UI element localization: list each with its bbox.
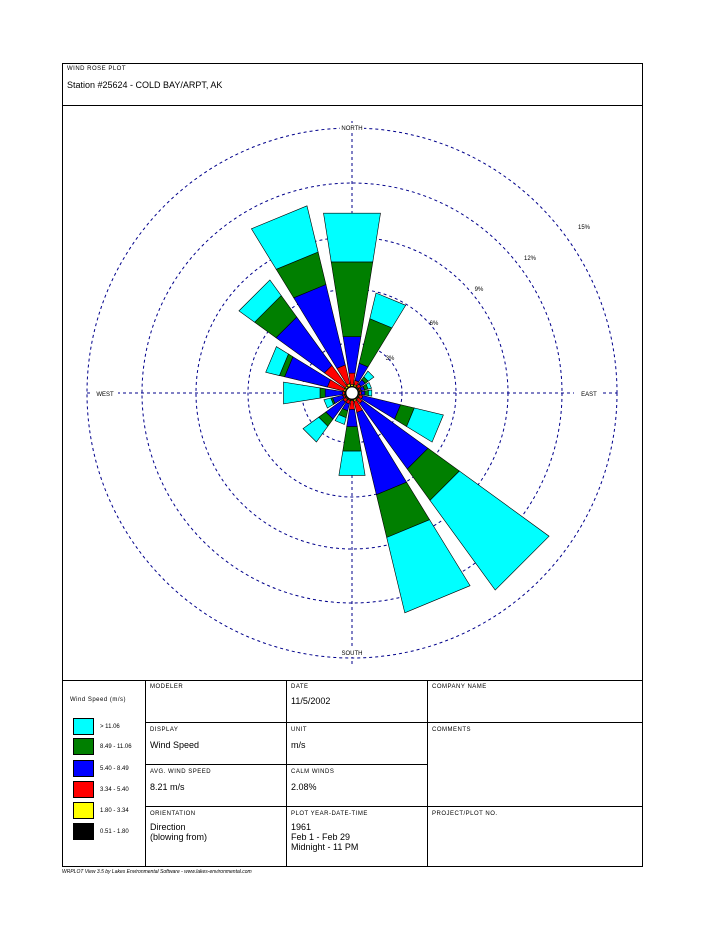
petal-W-bin-4 xyxy=(320,388,325,398)
calm-winds-label: CALM WINDS xyxy=(291,769,335,775)
date-value: 11/5/2002 xyxy=(291,696,331,706)
ring-label-6pct: 6% xyxy=(429,321,439,327)
legend-swatch xyxy=(73,823,94,840)
west-label: WEST xyxy=(96,392,114,398)
ring-label-9pct: 9% xyxy=(474,287,484,293)
legend-swatch xyxy=(73,781,94,798)
south-label: SOUTH xyxy=(341,651,363,657)
legend-swatch xyxy=(73,718,94,735)
legend-title: Wind Speed (m/s) xyxy=(70,697,127,703)
calm-circle xyxy=(346,387,358,399)
grid-line xyxy=(145,764,427,765)
petal-N-bin-5 xyxy=(324,213,381,262)
north-label: NORTH xyxy=(341,126,363,132)
legend-label: 3.34 - 5.40 xyxy=(100,787,129,793)
petal-S-bin-2 xyxy=(349,401,354,410)
legend-label: 8.49 - 11.06 xyxy=(100,744,132,750)
plot-year-value: 1961 Feb 1 - Feb 29 Midnight - 11 PM xyxy=(291,822,359,852)
legend-label: 5.40 - 8.49 xyxy=(100,766,129,772)
ring-label-3pct: 3% xyxy=(385,356,395,362)
grid-line xyxy=(427,680,428,867)
unit-value: m/s xyxy=(291,740,306,750)
date-label: DATE xyxy=(291,684,309,690)
petal-S-bin-4 xyxy=(343,427,361,451)
display-label: DISPLAY xyxy=(150,727,179,733)
east-label: EAST xyxy=(581,392,597,398)
modeler-label: MODELER xyxy=(150,684,184,690)
grid-line xyxy=(145,722,643,723)
petal-E-bin-4 xyxy=(365,390,369,395)
petal-W-bin-5 xyxy=(284,382,321,404)
project-label: PROJECT/PLOT NO. xyxy=(432,811,498,817)
comments-label: COMMENTS xyxy=(432,727,471,733)
unit-label: UNIT xyxy=(291,727,307,733)
grid-line xyxy=(286,680,287,867)
ring-label-12pct: 12% xyxy=(523,256,537,262)
grid-line xyxy=(145,680,146,867)
petal-N-bin-4 xyxy=(331,262,373,337)
avg-wind-speed-value: 8.21 m/s xyxy=(150,782,185,792)
orientation-value: Direction (blowing from) xyxy=(150,822,208,842)
petal-S-bin-3 xyxy=(347,409,358,426)
display-value: Wind Speed xyxy=(150,740,200,750)
legend-swatch xyxy=(73,802,94,819)
footer-credit: WRPLOT View 3.5 by Lakes Environmental Software - www.lakes-environmental.com xyxy=(62,869,252,875)
legend-swatch xyxy=(73,760,94,777)
avg-wind-speed-label: AVG. WIND SPEED xyxy=(150,769,212,775)
ring-label-15pct: 15% xyxy=(577,225,591,231)
grid-line xyxy=(145,806,643,807)
petal-E-bin-3 xyxy=(361,391,365,395)
plot-title: WIND ROSE PLOT xyxy=(67,66,127,72)
legend-swatch xyxy=(73,738,94,755)
legend-label: 1.80 - 3.34 xyxy=(100,808,129,814)
orientation-label: ORIENTATION xyxy=(150,811,196,817)
chart-divider xyxy=(62,680,643,681)
station-title: Station #25624 - COLD BAY/ARPT, AK xyxy=(67,80,223,90)
legend-label: > 11.06 xyxy=(100,724,120,730)
petal-S-bin-5 xyxy=(339,451,365,475)
company-label: COMPANY NAME xyxy=(432,684,487,690)
calm-winds-value: 2.08% xyxy=(291,782,317,792)
legend-label: 0.51 - 1.80 xyxy=(100,829,129,835)
wind-rose-chart xyxy=(62,106,643,680)
petal-E-bin-5 xyxy=(368,390,371,396)
plot-year-label: PLOT YEAR-DATE-TIME xyxy=(291,811,368,817)
